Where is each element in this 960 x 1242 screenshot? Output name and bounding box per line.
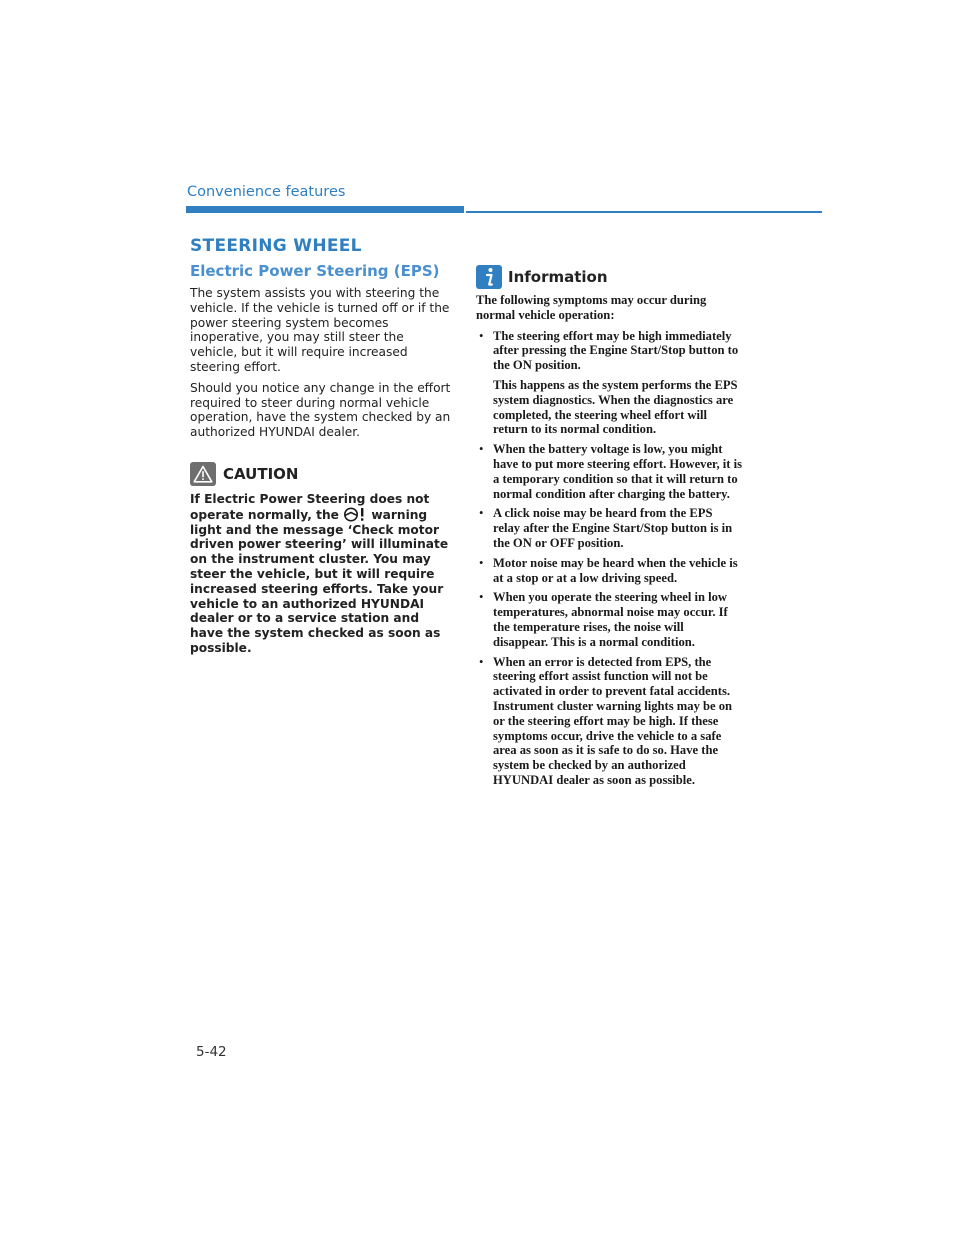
header-rule-thin [466,211,822,213]
list-item [476,556,742,586]
list-item-text: The steering effort may be high immediately after pressing the Engine Start/Stop button to the ON position. [493,328,739,373]
warning-triangle-icon [190,462,216,486]
caution-text-before: If Electric Power Steering does not operate normally, the [190,491,430,522]
list-item-text: When the battery voltage is low, you might have to put more steering effort. However, it is a temporary condition so that it will return to normal condition after charging the battery. [493,442,743,501]
eps-paragraph: Should you notice any change in the effort required to steer during normal vehicle operation, have the system checked by an authorized HYUNDAI dealer. [190,380,451,440]
page-number: 5-42 [196,1044,227,1060]
information-heading [476,265,742,289]
caution-text-after: warning light and the message ‘Check motor driven power steering’ will illuminate on the instrument cluster. You may steer the vehicle, but it will require increased steering efforts. Take your vehicle to an authorized HYUNDAI dealer or to a service station and have the system checked as soon as possible. [190,507,449,655]
bullet: • [479,590,484,605]
bullet: • [479,328,484,343]
header-rule-thick [186,206,464,213]
information-intro: The following symptoms may occur during normal vehicle operation: [476,293,707,322]
left-column [190,236,452,656]
caution-heading [190,462,452,486]
list-item-subtext: This happens as the system performs the EPS system diagnostics. When the diagnostics are completed, the steering wheel effort will return to its normal condition. [493,377,738,437]
list-item [476,590,742,649]
information-list [476,329,742,788]
bullet: • [479,555,484,570]
information-label: Information [508,268,608,286]
eps-warning-icon [343,507,367,522]
info-icon [476,265,502,289]
eps-title: Electric Power Steering (EPS) [190,262,440,280]
caution-label: CAUTION [223,464,299,483]
list-item-text: When you operate the steering wheel in low temperatures, abnormal noise may occur. If the temperature rises, the noise will disappear. This is a normal condition. [493,590,728,649]
right-column [476,265,742,793]
list-item-text: A click noise may be heard from the EPS relay after the Engine Start/Stop button is in the ON or OFF position. [493,506,733,550]
list-item-text: When an error is detected from EPS, the steering effort assist function will not be activated in order to prevent fatal accidents. Instrument cluster warning lights may be on or the steering effort may be high. If these symptoms occur, drive the vehicle to a safe area as soon as it is safe to do so. Have the system be checked by an authorized HYUNDAI dealer as soon as possible. [493,654,733,787]
eps-paragraph: The system assists you with steering the vehicle. If the vehicle is turned off or if the power steering system becomes inoperative, you may still steer the vehicle, but it will require increased steering effort. [190,286,450,374]
bullet: • [479,654,484,669]
list-item [476,442,742,501]
list-item [476,329,742,438]
page-header-title: Convenience features [187,184,346,200]
list-item [476,655,742,788]
bullet: • [479,442,484,457]
list-item-text: Motor noise may be heard when the vehicle is at a stop or at a low driving speed. [493,555,738,585]
caution-text [190,492,452,656]
section-title: STEERING WHEEL [190,236,362,256]
list-item [476,506,742,550]
bullet: • [479,506,484,521]
